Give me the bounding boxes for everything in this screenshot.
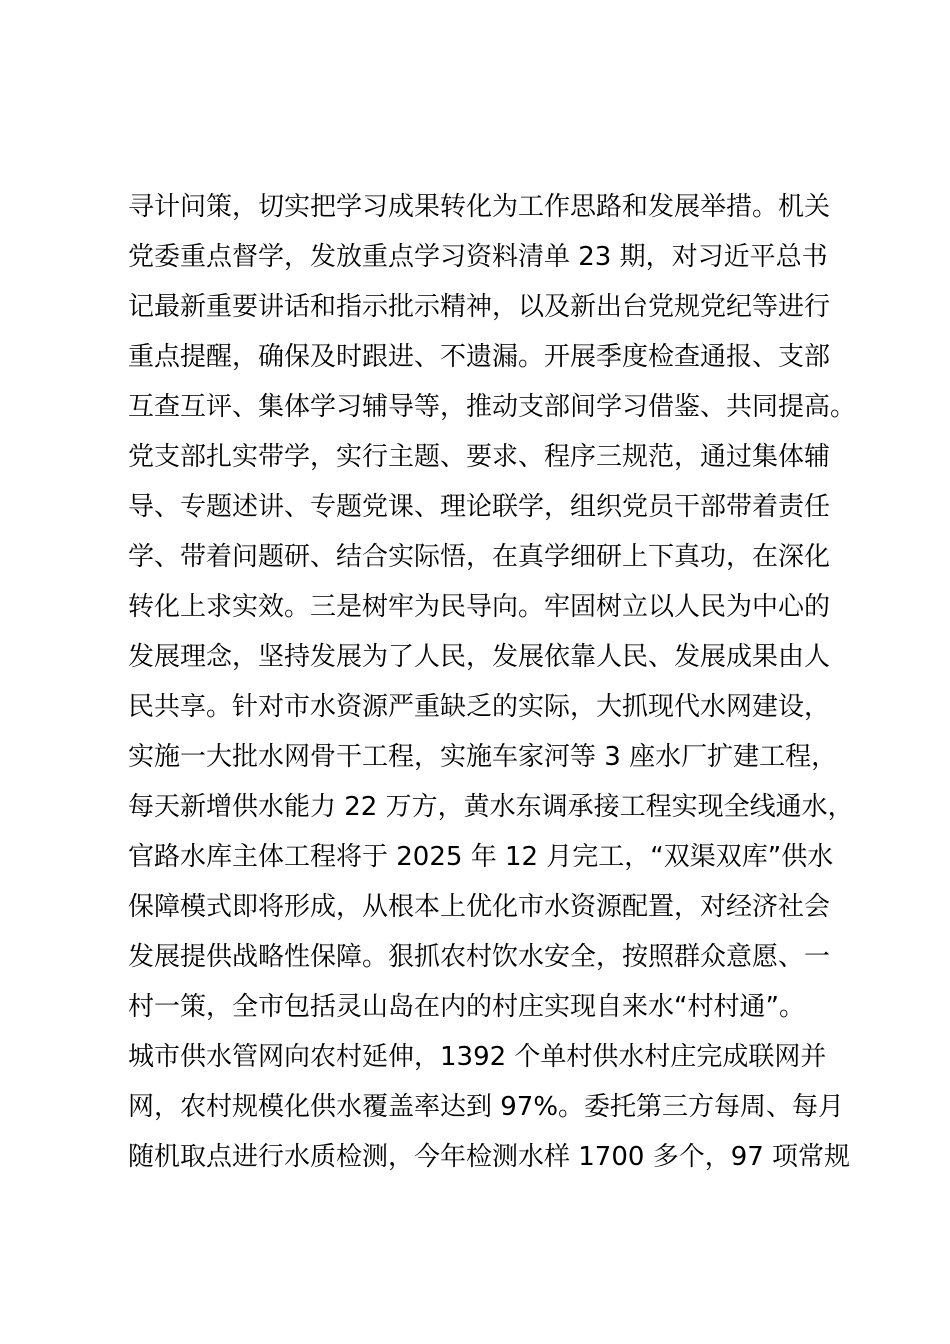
text-line-13: 每天新增供水能力 22 万方，黄水东调承接工程实现全线通水，: [128, 792, 854, 822]
text-line-8: 学、带着问题研、结合实际悟，在真学细研上下真功，在深化: [128, 542, 831, 572]
text-line-12: 实施一大批水网骨干工程，实施车家河等 3 座水厂扩建工程，: [128, 742, 838, 772]
text-line-17: 村一策，全市包括灵山岛在内的村庄实现自来水“村村通”。: [128, 992, 805, 1022]
text-line-18: 城市供水管网向农村延伸，1392 个单村供水村庄完成联网并: [128, 1042, 827, 1072]
text-line-20: 随机取点进行水质检测，今年检测水样 1700 多个，97 项常规: [128, 1142, 851, 1172]
text-line-4: 重点提醒，确保及时跟进、不遗漏。开展季度检查通报、支部: [128, 342, 831, 372]
text-line-6: 党支部扎实带学，实行主题、要求、程序三规范，通过集体辅: [128, 442, 831, 472]
text-line-19: 网，农村规模化供水覆盖率达到 97%。委托第三方每周、每月: [128, 1092, 845, 1122]
text-line-7: 导、专题述讲、专题党课、理论联学，组织党员干部带着责任: [128, 492, 831, 522]
text-line-2: 党委重点督学，发放重点学习资料清单 23 期，对习近平总书: [128, 242, 828, 272]
text-line-9: 转化上求实效。三是树牢为民导向。牢固树立以人民为中心的: [128, 592, 831, 622]
text-line-16: 发展提供战略性保障。狠抓农村饮水安全，按照群众意愿、一: [128, 942, 831, 972]
text-line-11: 民共享。针对市水资源严重缺乏的实际，大抓现代水网建设，: [128, 692, 831, 722]
body-text: [128, 182, 868, 1182]
text-line-15: 保障模式即将形成，从根本上优化市水资源配置，对经济社会: [128, 892, 831, 922]
text-line-3: 记最新重要讲话和指示批示精神，以及新出台党规党纪等进行: [128, 292, 831, 322]
text-line-5: 互查互评、集体学习辅导等，推动支部间学习借鉴、共同提高。: [128, 392, 857, 422]
text-line-10: 发展理念，坚持发展为了人民，发展依靠人民、发展成果由人: [128, 642, 831, 672]
text-line-14: 官路水库主体工程将于 2025 年 12 月完工，“双渠双库”供水: [128, 842, 834, 872]
text-line-1: 寻计问策，切实把学习成果转化为工作思路和发展举措。机关: [128, 192, 831, 222]
